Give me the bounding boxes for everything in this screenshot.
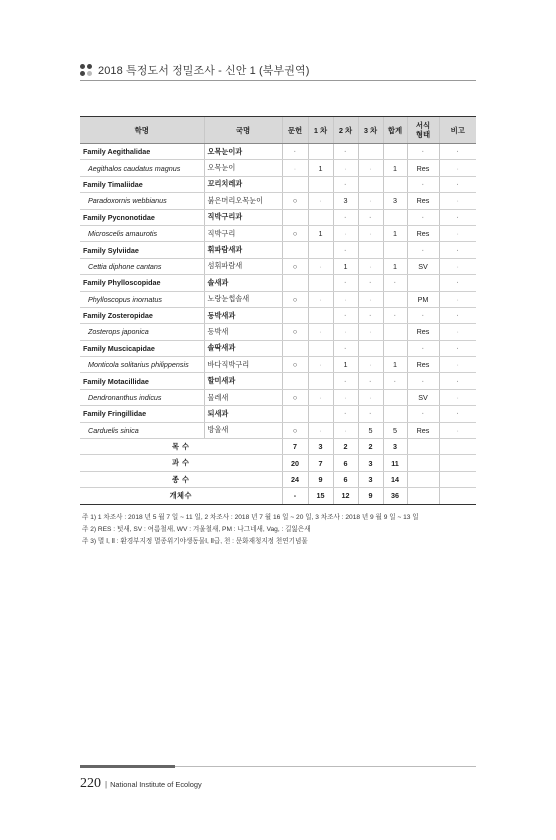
survey-3-cell: · (358, 357, 383, 373)
survey-2-cell: · (333, 373, 358, 389)
korean-name-cell: 솔딱새과 (204, 340, 282, 356)
summary-survey-1-cell: 3 (308, 439, 333, 455)
survey-3-cell: · (358, 406, 383, 422)
survey-2-cell: · (333, 340, 358, 356)
col-header-scientific-name: 학명 (80, 117, 204, 144)
total-cell (383, 324, 407, 340)
remarks-cell: · (439, 389, 476, 405)
literature-cell: ○ (282, 291, 308, 307)
habitat-type-cell: Res (407, 160, 439, 176)
survey-3-cell: · (358, 160, 383, 176)
summary-row (80, 488, 476, 504)
running-header (80, 62, 309, 78)
species-row (80, 324, 476, 340)
table-body (80, 144, 476, 505)
survey-1-cell (308, 275, 333, 291)
total-cell: 5 (383, 422, 407, 438)
species-row (80, 422, 476, 438)
col-header-literature: 문헌 (282, 117, 308, 144)
total-cell (383, 144, 407, 160)
survey-1-cell: · (308, 422, 333, 438)
survey-3-cell: · (358, 193, 383, 209)
literature-cell (282, 373, 308, 389)
habitat-type-cell: · (407, 144, 439, 160)
col-header-survey-3: 3 차 (358, 117, 383, 144)
summary-survey-2-cell: 2 (333, 439, 358, 455)
total-cell (383, 209, 407, 225)
header-divider (80, 80, 476, 81)
header-dots-icon (80, 64, 92, 76)
total-cell: · (383, 307, 407, 323)
family-row (80, 275, 476, 291)
survey-1-cell: · (308, 291, 333, 307)
survey-1-cell: 1 (308, 225, 333, 241)
total-cell: · (383, 373, 407, 389)
survey-3-cell: · (358, 258, 383, 274)
habitat-type-cell: Res (407, 324, 439, 340)
scientific-name-cell: Microscelis amaurotis (80, 225, 204, 241)
scientific-name-cell: Carduelis sinica (80, 422, 204, 438)
col-header-survey-2: 2 차 (333, 117, 358, 144)
summary-literature-cell: 7 (282, 439, 308, 455)
habitat-type-cell: · (407, 406, 439, 422)
survey-2-cell: · (333, 406, 358, 422)
survey-3-cell: · (358, 389, 383, 405)
literature-cell: ○ (282, 357, 308, 373)
literature-cell: · (282, 144, 308, 160)
survey-1-cell (308, 340, 333, 356)
summary-survey-1-cell: 9 (308, 471, 333, 487)
remarks-cell: · (439, 373, 476, 389)
summary-survey-2-cell: 6 (333, 455, 358, 471)
survey-3-cell: · (358, 324, 383, 340)
survey-3-cell: · (358, 307, 383, 323)
survey-1-cell (308, 373, 333, 389)
remarks-cell: · (439, 193, 476, 209)
habitat-type-cell: · (407, 242, 439, 258)
species-row (80, 193, 476, 209)
header-title: 2018 특정도서 정밀조사 - 신안 1 (북부권역) (98, 65, 310, 77)
remarks-cell: · (439, 324, 476, 340)
species-row (80, 389, 476, 405)
scientific-name-cell: Phylloscopus inornatus (80, 291, 204, 307)
remarks-cell: · (439, 357, 476, 373)
korean-name-cell: 바다직박구리 (204, 357, 282, 373)
korean-name-cell: 직박구리과 (204, 209, 282, 225)
literature-cell (282, 406, 308, 422)
scientific-name-cell: Family Phylloscopidae (80, 275, 204, 291)
total-cell: 1 (383, 258, 407, 274)
habitat-type-cell: PM (407, 291, 439, 307)
col-header-remarks: 비고 (439, 117, 476, 144)
table-notes (82, 512, 419, 547)
summary-label: 개체수 (80, 488, 282, 504)
summary-literature-cell: 20 (282, 455, 308, 471)
family-row (80, 176, 476, 192)
survey-3-cell: · (358, 225, 383, 241)
survey-1-cell (308, 406, 333, 422)
survey-3-cell: · (358, 209, 383, 225)
total-cell (383, 176, 407, 192)
summary-total-cell: 14 (383, 471, 407, 487)
summary-literature-cell: 24 (282, 471, 308, 487)
total-cell: 1 (383, 225, 407, 241)
scientific-name-cell: Cettia diphone cantans (80, 258, 204, 274)
scientific-name-cell: Family Fringillidae (80, 406, 204, 422)
remarks-cell: · (439, 258, 476, 274)
scientific-name-cell: Family Zosteropidae (80, 307, 204, 323)
korean-name-cell: 붉은머리오목눈이 (204, 193, 282, 209)
family-row (80, 406, 476, 422)
summary-survey-3-cell: 9 (358, 488, 383, 504)
survey-2-cell: · (333, 324, 358, 340)
korean-name-cell: 오목눈이과 (204, 144, 282, 160)
survey-1-cell: · (308, 389, 333, 405)
remarks-cell: · (439, 422, 476, 438)
summary-label: 종 수 (80, 471, 282, 487)
scientific-name-cell: Family Pycnonotidae (80, 209, 204, 225)
note-line: 주 3) 멸 Ⅰ, Ⅱ : 환경부지정 멸종위기야생동물Ⅰ, Ⅱ급, 천 : 문화재청지정 천연기념물 (82, 537, 308, 545)
survey-3-cell: 5 (358, 422, 383, 438)
survey-2-cell: · (333, 176, 358, 192)
survey-3-cell: · (358, 373, 383, 389)
scientific-name-cell: Family Sylviidae (80, 242, 204, 258)
habitat-type-cell: Res (407, 193, 439, 209)
bird-species-table (80, 116, 476, 505)
survey-2-cell: · (333, 225, 358, 241)
summary-row (80, 455, 476, 471)
footer-divider (80, 766, 476, 767)
habitat-type-cell: · (407, 176, 439, 192)
summary-empty-cell (407, 455, 439, 471)
summary-label: 과 수 (80, 455, 282, 471)
survey-2-cell: 3 (333, 193, 358, 209)
habitat-type-cell: · (407, 340, 439, 356)
species-row (80, 357, 476, 373)
literature-cell (282, 275, 308, 291)
col-header-survey-1: 1 차 (308, 117, 333, 144)
total-cell (383, 340, 407, 356)
survey-2-cell: · (333, 389, 358, 405)
habitat-type-cell: Res (407, 357, 439, 373)
summary-total-cell: 11 (383, 455, 407, 471)
literature-cell: · (282, 160, 308, 176)
literature-cell: ○ (282, 193, 308, 209)
summary-survey-3-cell: 3 (358, 471, 383, 487)
remarks-cell: · (439, 291, 476, 307)
family-row (80, 242, 476, 258)
survey-2-cell: · (333, 275, 358, 291)
col-header-habitat-type: 서식 형태 (407, 117, 439, 144)
literature-cell (282, 307, 308, 323)
habitat-type-cell: SV (407, 389, 439, 405)
scientific-name-cell: Monticola solitarius philippensis (80, 357, 204, 373)
habitat-type-cell: · (407, 373, 439, 389)
literature-cell (282, 209, 308, 225)
scientific-name-cell: Zosterops japonica (80, 324, 204, 340)
summary-total-cell: 3 (383, 439, 407, 455)
remarks-cell: · (439, 209, 476, 225)
total-cell (383, 242, 407, 258)
summary-literature-cell: - (282, 488, 308, 504)
scientific-name-cell: Family Motacillidae (80, 373, 204, 389)
summary-row (80, 471, 476, 487)
korean-name-cell: 동박새과 (204, 307, 282, 323)
survey-3-cell: · (358, 291, 383, 307)
scientific-name-cell: Dendronanthus indicus (80, 389, 204, 405)
summary-survey-2-cell: 12 (333, 488, 358, 504)
korean-name-cell: 솔새과 (204, 275, 282, 291)
survey-3-cell (358, 242, 383, 258)
total-cell (383, 406, 407, 422)
scientific-name-cell: Family Muscicapidae (80, 340, 204, 356)
literature-cell: ○ (282, 389, 308, 405)
family-row (80, 144, 476, 160)
literature-cell: ○ (282, 324, 308, 340)
total-cell: 1 (383, 357, 407, 373)
species-row (80, 291, 476, 307)
summary-empty-cell (407, 488, 439, 504)
korean-name-cell: 노랑눈썹솔새 (204, 291, 282, 307)
survey-2-cell: · (333, 160, 358, 176)
literature-cell: ○ (282, 258, 308, 274)
summary-empty-cell (439, 455, 476, 471)
survey-3-cell (358, 176, 383, 192)
habitat-type-cell (407, 275, 439, 291)
col-header-total: 합계 (383, 117, 407, 144)
korean-name-cell: 물레새 (204, 389, 282, 405)
remarks-cell: · (439, 406, 476, 422)
korean-name-cell: 직박구리 (204, 225, 282, 241)
habitat-type-cell: SV (407, 258, 439, 274)
survey-2-cell: · (333, 242, 358, 258)
literature-cell (282, 176, 308, 192)
literature-cell: ○ (282, 422, 308, 438)
survey-2-cell: · (333, 209, 358, 225)
survey-2-cell: · (333, 144, 358, 160)
korean-name-cell: 할미새과 (204, 373, 282, 389)
korean-name-cell: 휘파람새과 (204, 242, 282, 258)
korean-name-cell: 되새과 (204, 406, 282, 422)
survey-1-cell (308, 242, 333, 258)
survey-2-cell: · (333, 307, 358, 323)
literature-cell: ○ (282, 225, 308, 241)
survey-1-cell: · (308, 193, 333, 209)
family-row (80, 340, 476, 356)
survey-2-cell: 1 (333, 258, 358, 274)
survey-2-cell: 1 (333, 357, 358, 373)
species-row (80, 225, 476, 241)
page-number: 220 (80, 776, 101, 791)
survey-1-cell: 1 (308, 160, 333, 176)
remarks-cell: · (439, 340, 476, 356)
remarks-cell: · (439, 275, 476, 291)
korean-name-cell: 동박새 (204, 324, 282, 340)
survey-1-cell: · (308, 357, 333, 373)
survey-1-cell (308, 209, 333, 225)
habitat-type-cell: Res (407, 225, 439, 241)
summary-empty-cell (439, 471, 476, 487)
total-cell (383, 389, 407, 405)
total-cell (383, 291, 407, 307)
family-row (80, 307, 476, 323)
summary-empty-cell (439, 439, 476, 455)
survey-3-cell (358, 340, 383, 356)
page-footer (80, 776, 202, 792)
korean-name-cell: 꼬리치레과 (204, 176, 282, 192)
remarks-cell: · (439, 144, 476, 160)
remarks-cell: · (439, 160, 476, 176)
literature-cell (282, 340, 308, 356)
summary-empty-cell (407, 471, 439, 487)
summary-row (80, 439, 476, 455)
korean-name-cell: 섬휘파람새 (204, 258, 282, 274)
total-cell: · (383, 275, 407, 291)
habitat-type-cell: · (407, 307, 439, 323)
summary-survey-3-cell: 2 (358, 439, 383, 455)
summary-empty-cell (407, 439, 439, 455)
total-cell: 1 (383, 160, 407, 176)
survey-1-cell (308, 144, 333, 160)
remarks-cell: · (439, 242, 476, 258)
literature-cell (282, 242, 308, 258)
family-row (80, 373, 476, 389)
summary-survey-1-cell: 15 (308, 488, 333, 504)
summary-survey-2-cell: 6 (333, 471, 358, 487)
habitat-type-cell: Res (407, 422, 439, 438)
scientific-name-cell: Family Aegithalidae (80, 144, 204, 160)
survey-1-cell: · (308, 258, 333, 274)
total-cell: 3 (383, 193, 407, 209)
remarks-cell: · (439, 225, 476, 241)
korean-name-cell: 방울새 (204, 422, 282, 438)
summary-total-cell: 36 (383, 488, 407, 504)
note-line: 주 1) 1 차조사 : 2018 년 5 월 7 일 ~ 11 일, 2 차조사 : 2018 년 7 월 16 일 ~ 20 일, 3 차조사 : 2018 년 9 월 9 일 ~ 13 일 (82, 514, 419, 521)
survey-1-cell (308, 176, 333, 192)
scientific-name-cell: Family Timaliidae (80, 176, 204, 192)
survey-2-cell: · (333, 422, 358, 438)
footer-institution: National Institute of Ecology (110, 780, 202, 789)
remarks-cell: · (439, 307, 476, 323)
habitat-type-cell: · (407, 209, 439, 225)
species-row (80, 258, 476, 274)
summary-survey-1-cell: 7 (308, 455, 333, 471)
table-header-row (80, 117, 476, 144)
col-header-korean-name: 국명 (204, 117, 282, 144)
species-row (80, 160, 476, 176)
summary-survey-3-cell: 3 (358, 455, 383, 471)
korean-name-cell: 오목눈이 (204, 160, 282, 176)
family-row (80, 209, 476, 225)
scientific-name-cell: Aegithalos caudatus magnus (80, 160, 204, 176)
note-line: 주 2) RES : 텃새, SV : 여름철새, WV : 겨울철새, PM : 나그네새, Vag, : 길잃은새 (82, 525, 311, 533)
survey-2-cell: · (333, 291, 358, 307)
summary-label: 목 수 (80, 439, 282, 455)
survey-3-cell: · (358, 275, 383, 291)
survey-1-cell: · (308, 324, 333, 340)
scientific-name-cell: Paradoxornis webbianus (80, 193, 204, 209)
remarks-cell: · (439, 176, 476, 192)
footer-separator: | (105, 780, 108, 789)
survey-1-cell (308, 307, 333, 323)
survey-3-cell (358, 144, 383, 160)
summary-empty-cell (439, 488, 476, 504)
